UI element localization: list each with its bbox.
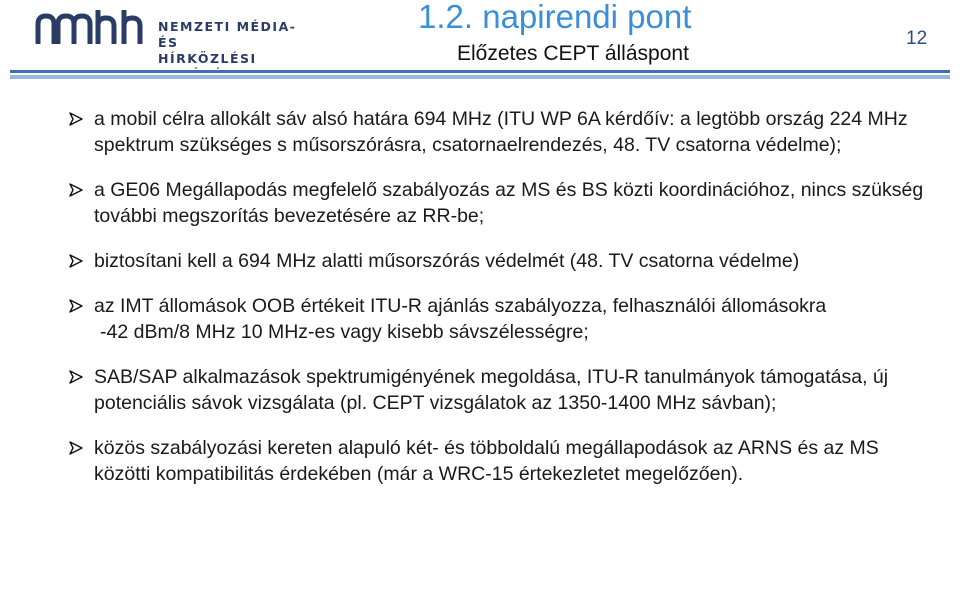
arrowhead-bullet-icon: [69, 254, 83, 268]
logo-line-2: HÍRKÖZLÉSI: [158, 51, 257, 66]
slide-subtitle: Előzetes CEPT álláspont: [457, 42, 689, 65]
bullet-note: -42 dBm/8 MHz 10 MHz-es vagy kisebb sávszélességre;: [100, 321, 589, 343]
bullet-text: a mobil célra allokált sáv alsó határa 694 MHz (ITU WP 6A kérdőív: a legtöbb ország 224 MHz spektrum szükséges s műsorszórásra, csatornaelrendezés, 48. TV csatorna védelme);: [94, 108, 908, 156]
bullet-item: [70, 293, 930, 345]
bullet-item: [70, 364, 930, 416]
nmhh-logo-mark-icon: [34, 8, 154, 48]
arrowhead-bullet-icon: [69, 183, 83, 197]
page-number: 12: [906, 28, 928, 49]
bullet-list: [70, 106, 930, 506]
arrowhead-bullet-icon: [69, 112, 83, 126]
arrowhead-bullet-icon: [69, 370, 83, 384]
header-divider: [10, 70, 950, 79]
slide-title: 1.2. napirendi pont: [418, 0, 692, 35]
bullet-item: [70, 106, 930, 158]
bullet-text: az IMT állomások OOB értékeit ITU-R ajánlás szabályozza, felhasználói állomásokra: [94, 295, 827, 317]
arrowhead-bullet-icon: [69, 299, 83, 313]
bullet-item: [70, 435, 930, 487]
bullet-text: a GE06 Megállapodás megfelelő szabályozás az MS és BS közti koordinációhoz, nincs szükség további megszorítás bevezetésére az RR-be;: [94, 179, 924, 227]
bullet-text: SAB/SAP alkalmazások spektrumigényének megoldása, ITU-R tanulmányok támogatása, új potenciális sávok vizsgálata (pl. CEPT vizsgálatok az 1350-1400 MHz sávban);: [94, 366, 889, 414]
bullet-text: biztosítani kell a 694 MHz alatti műsorszórás védelmét (48. TV csatorna védelme): [94, 250, 800, 272]
bullet-item: [70, 177, 930, 229]
nmhh-logo: [34, 8, 304, 66]
bullet-text: közös szabályozási kereten alapuló két- és többoldalú megállapodások az ARNS és az MS közötti kompatibilitás érdekében (már a WRC-15 értekezletet megelőzően).: [94, 437, 879, 485]
arrowhead-bullet-icon: [69, 441, 83, 455]
logo-line-1: NEMZETI MÉDIA- ÉS: [158, 19, 297, 50]
bullet-item: [70, 248, 930, 274]
slide-header: [0, 0, 960, 80]
